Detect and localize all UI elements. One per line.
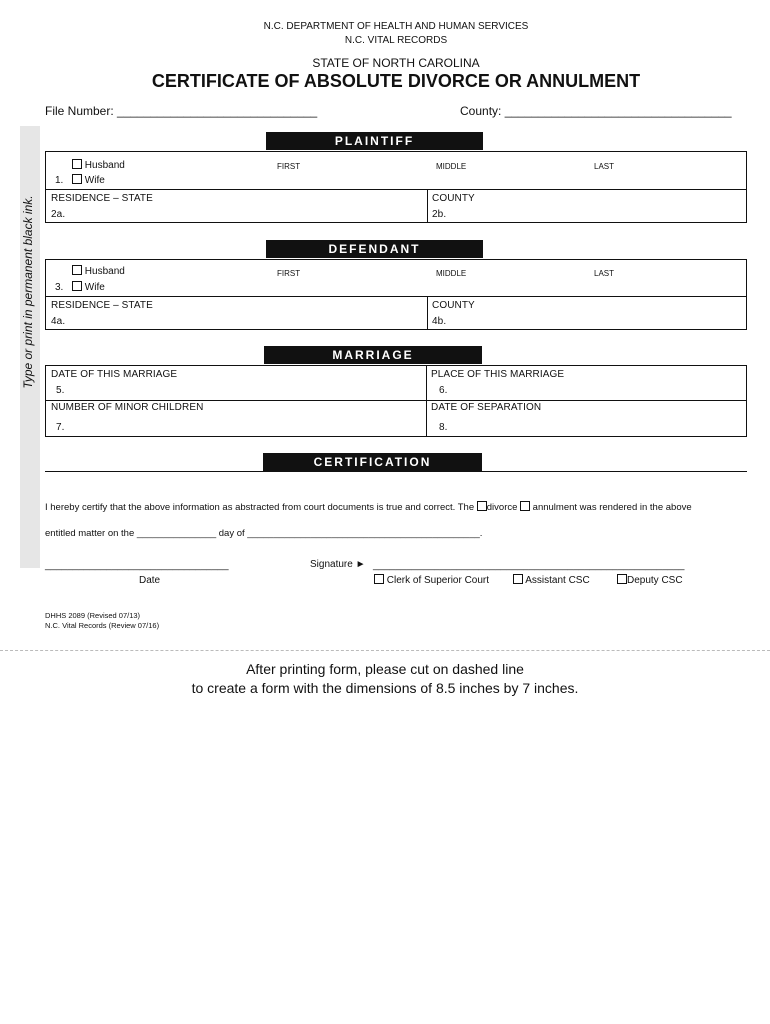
- state-name: STATE OF NORTH CAROLINA: [312, 56, 480, 70]
- certification-text: I hereby certify that the above information as abstracted from court documents is true and correct. The: [45, 502, 475, 513]
- label: Husband: [84, 160, 125, 171]
- first-name-label: FIRST: [277, 162, 301, 171]
- divider: [46, 296, 746, 297]
- marriage-place-label: PLACE OF THIS MARRIAGE: [431, 369, 565, 380]
- divider: [427, 189, 428, 222]
- item-number: 2b.: [432, 209, 447, 220]
- marriage-date-label: DATE OF THIS MARRIAGE: [51, 369, 178, 380]
- marriage-band: MARRIAGE: [264, 346, 482, 364]
- annulment-label: annulment was rendered in the above: [532, 502, 692, 513]
- divider: [426, 366, 427, 436]
- defendant-husband-option[interactable]: [72, 265, 125, 277]
- residence-state-label: RESIDENCE – STATE: [51, 193, 153, 204]
- divorce-checkbox[interactable]: [477, 501, 487, 511]
- instruction-line-2: to create a form with the dimensions of 8.5 inches by 7 inches.: [191, 680, 579, 696]
- date-label: Date: [139, 575, 161, 586]
- defendant-box: [45, 259, 747, 330]
- first-name-label: FIRST: [277, 269, 301, 278]
- checkbox[interactable]: [72, 265, 82, 275]
- item-number: 4a.: [51, 316, 66, 327]
- plaintiff-wife-option[interactable]: [72, 174, 105, 186]
- instruction-line-1: After printing form, please cut on dashed line: [246, 661, 524, 677]
- residence-state-label: RESIDENCE – STATE: [51, 300, 153, 311]
- item-number: 1.: [55, 175, 64, 186]
- plaintiff-band: PLAINTIFF: [266, 132, 483, 150]
- label: Wife: [84, 175, 105, 186]
- item-number: 4b.: [432, 316, 447, 327]
- divider: [46, 400, 746, 401]
- page-title: CERTIFICATE OF ABSOLUTE DIVORCE OR ANNULMENT: [151, 71, 641, 91]
- label: Deputy CSC: [627, 575, 683, 586]
- label: Assistant CSC: [525, 575, 590, 586]
- last-name-label: LAST: [594, 162, 615, 171]
- cut-line: [0, 650, 770, 651]
- annulment-checkbox[interactable]: [520, 501, 530, 511]
- defendant-wife-option[interactable]: [72, 281, 105, 293]
- item-number: 5.: [56, 385, 65, 396]
- county-label: COUNTY: [432, 193, 475, 204]
- item-number: 8.: [439, 422, 448, 433]
- ink-instruction: Type or print in permanent black ink.: [21, 195, 35, 389]
- separation-date-label: DATE OF SEPARATION: [431, 402, 542, 413]
- defendant-band: DEFENDANT: [266, 240, 483, 258]
- divider: [46, 189, 746, 190]
- certification-statement: [45, 501, 692, 513]
- county-field[interactable]: County: __________________________________: [460, 104, 732, 118]
- label: Husband: [84, 266, 125, 277]
- signature-label: Signature ►: [310, 559, 366, 570]
- divorce-label: divorce: [486, 502, 518, 513]
- signature-line[interactable]: ________________________________________________________: [373, 560, 685, 571]
- minor-children-label: NUMBER OF MINOR CHILDREN: [51, 402, 204, 413]
- certification-band: CERTIFICATION: [263, 453, 482, 471]
- middle-name-label: MIDDLE: [436, 269, 467, 278]
- checkbox[interactable]: [72, 174, 82, 184]
- entitled-matter-line[interactable]: entitled matter on the _______________ day of ____________________________________________.: [45, 528, 483, 539]
- label: Wife: [84, 282, 105, 293]
- checkbox[interactable]: [72, 281, 82, 291]
- date-line[interactable]: _________________________________: [45, 560, 229, 571]
- plaintiff-husband-option[interactable]: [72, 159, 125, 171]
- office-name: N.C. VITAL RECORDS: [344, 35, 448, 46]
- checkbox[interactable]: [374, 574, 384, 584]
- clerk-option[interactable]: [374, 574, 489, 586]
- item-number: 2a.: [51, 209, 66, 220]
- label: Clerk of Superior Court: [386, 575, 490, 586]
- county-label: COUNTY: [432, 300, 475, 311]
- form-id: DHHS 2089 (Revised 07/13): [45, 611, 141, 620]
- divider: [427, 296, 428, 329]
- checkbox[interactable]: [617, 574, 627, 584]
- deputy-option[interactable]: [617, 574, 683, 586]
- file-number-field[interactable]: File Number: ______________________________: [45, 104, 318, 118]
- item-number: 7.: [56, 422, 65, 433]
- item-number: 6.: [439, 385, 448, 396]
- last-name-label: LAST: [594, 269, 615, 278]
- checkbox[interactable]: [72, 159, 82, 169]
- checkbox[interactable]: [513, 574, 523, 584]
- assistant-option[interactable]: [513, 574, 590, 586]
- middle-name-label: MIDDLE: [436, 162, 467, 171]
- review-note: N.C. Vital Records (Review 07/16): [45, 621, 160, 630]
- plaintiff-box: [45, 151, 747, 223]
- item-number: 3.: [55, 282, 64, 293]
- divider: [45, 471, 747, 472]
- dept-name: N.C. DEPARTMENT OF HEALTH AND HUMAN SERVICES: [263, 21, 529, 32]
